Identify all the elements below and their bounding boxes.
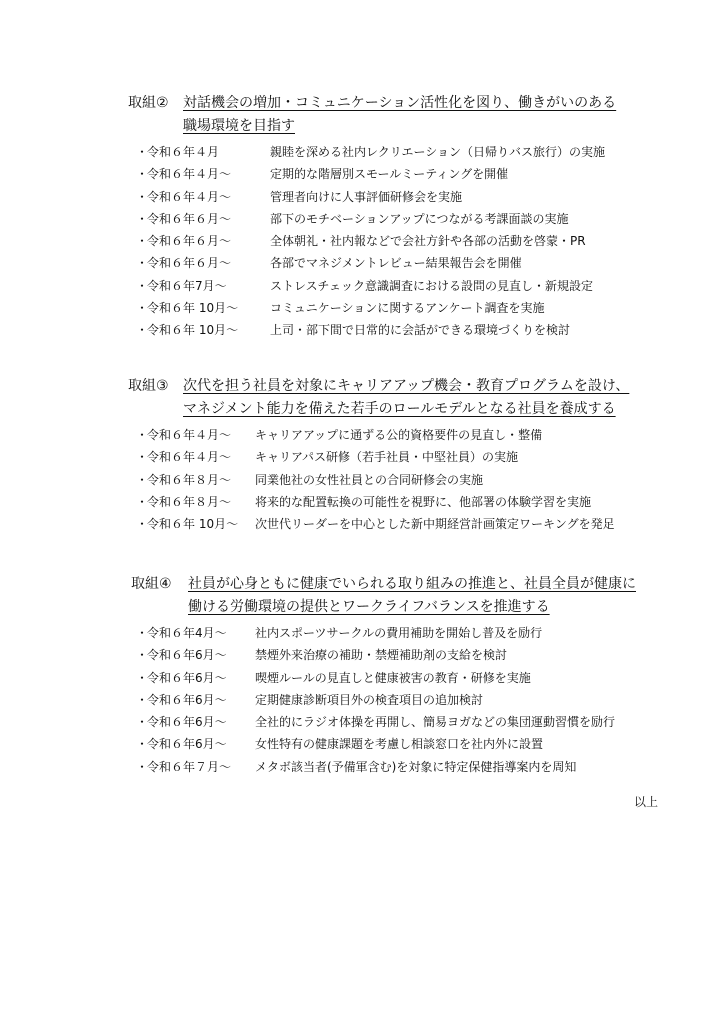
list-item (0, 513, 724, 535)
list-item (0, 469, 724, 491)
section-title-line-2: 職場環境を目指す (183, 118, 295, 134)
item-text: メタボ該当者(予備軍含む)を対象に特定保健指導案内を周知 (255, 759, 577, 774)
list-item (0, 208, 724, 230)
section-title-line-1: 社員が心身ともに健康でいられる取り組みの推進と、社員全員が健康に (188, 576, 636, 592)
section-title-line-1: 対話機会の増加・コミュニケーション活性化を図り、働きがいのある (183, 95, 617, 111)
list-item (0, 689, 724, 711)
list-item (0, 424, 724, 446)
section-label: 取組② (128, 95, 169, 111)
item-text: 喫煙ルールの見直しと健康被害の教育・研修を実施 (255, 670, 531, 685)
item-date: 令和６年４月～ (147, 167, 232, 182)
bullet: ・ (136, 692, 149, 707)
item-date: 令和６年８月～ (147, 494, 232, 509)
list-item (0, 756, 724, 778)
item-text: 部下のモチベーションアップにつながる考課面談の実施 (270, 211, 569, 226)
section-title-line-2: マネジメント能力を備えた若手のロールモデルとなる社員を養成する (183, 401, 616, 417)
bullet: ・ (136, 145, 149, 159)
item-text: コミュニケーションに関するアンケート調査を実施 (270, 301, 545, 316)
item-date: 令和６年6月～ (147, 692, 227, 707)
item-date: 令和６年4月～ (147, 626, 227, 640)
item-list (0, 424, 724, 535)
bullet: ・ (136, 648, 149, 663)
item-date: 令和６年８月～ (147, 472, 232, 487)
list-item (0, 622, 724, 644)
item-date: 令和６年 10月～ (147, 323, 239, 338)
item-date: 令和６年４月～ (147, 189, 232, 204)
bullet: ・ (136, 517, 149, 532)
section-title (183, 375, 629, 421)
item-text: 管理者向けに人事評価研修会を実施 (270, 189, 463, 204)
bullet: ・ (136, 189, 149, 204)
list-item (0, 230, 724, 252)
bullet: ・ (136, 737, 149, 752)
list-item (0, 711, 724, 733)
bullet: ・ (136, 323, 149, 338)
list-item (0, 141, 724, 163)
item-date: 令和６年6月～ (147, 715, 227, 730)
item-text: キャリアパス研修（若手社員・中堅社員）の実施 (255, 450, 519, 465)
section-torikumi-2 (0, 92, 724, 342)
item-text: 定期健康診断項目外の検査項目の追加検討 (255, 692, 484, 707)
bullet: ・ (136, 626, 149, 640)
bullet: ・ (136, 167, 149, 182)
item-text: 次世代リーダーを中心とした新中期経営計画策定ワーキングを発足 (255, 517, 615, 532)
item-text: 親睦を深める社内レクリエーション（日帰りバス旅行）の実施 (270, 145, 606, 159)
item-date: 令和６年７月～ (147, 759, 232, 774)
item-text: 将来的な配置転換の可能性を視野に、他部署の体験学習を実施 (255, 494, 592, 509)
item-text: ストレスチェック意識調査における設問の見直し・新規設定 (270, 278, 594, 293)
bullet: ・ (136, 278, 149, 293)
item-text: 全社的にラジオ体操を再開し、簡易ヨガなどの集団運動習慣を励行 (255, 715, 616, 730)
section-heading (0, 375, 724, 421)
item-date: 令和６年6月～ (147, 648, 227, 663)
bullet: ・ (136, 301, 149, 316)
bullet: ・ (136, 450, 149, 465)
section-label: 取組④ (131, 576, 172, 592)
item-text: 同業他社の女性社員との合同研修会の実施 (255, 472, 484, 487)
section-heading (0, 92, 724, 138)
item-list (0, 141, 724, 342)
item-date: 令和６年6月～ (147, 737, 227, 752)
item-date: 令和６年6月～ (147, 670, 227, 685)
section-title (188, 573, 636, 619)
bullet: ・ (136, 472, 149, 487)
bullet: ・ (136, 715, 149, 730)
list-item (0, 319, 724, 341)
list-item (0, 186, 724, 208)
item-text: キャリアアップに通ずる公的資格要件の見直し・整備 (255, 428, 543, 442)
item-date: 令和６年 10月～ (147, 517, 239, 532)
item-date: 令和６年４月 (147, 145, 220, 159)
section-label: 取組③ (128, 378, 169, 394)
section-title (183, 92, 616, 138)
item-date: 令和６年 10月～ (147, 301, 239, 316)
item-text: 各部でマネジメントレビュー結果報告会を開催 (270, 256, 522, 271)
list-item (0, 446, 724, 468)
item-list (0, 622, 724, 778)
list-item (0, 275, 724, 297)
section-title-line-1: 次代を担う社員を対象にキャリアアップ機会・教育プログラムを設け、 (183, 378, 630, 394)
item-text: 全体朝礼・社内報などで会社方針や各部の活動を啓蒙・PR (270, 234, 586, 249)
item-date: 令和６年６月～ (147, 256, 232, 271)
item-date: 令和６年４月～ (147, 428, 232, 442)
bullet: ・ (136, 211, 149, 226)
item-text: 定期的な階層別スモールミーティングを開催 (270, 167, 509, 182)
closing-text: 以上 (634, 795, 659, 809)
list-item (0, 297, 724, 319)
bullet: ・ (136, 256, 149, 271)
item-date: 令和６年６月～ (147, 211, 232, 226)
list-item (0, 491, 724, 513)
bullet: ・ (136, 759, 149, 774)
bullet: ・ (136, 494, 149, 509)
item-text: 女性特有の健康課題を考慮し相談窓口を社内外に設置 (255, 737, 544, 752)
list-item (0, 733, 724, 755)
list-item (0, 644, 724, 666)
list-item (0, 252, 724, 274)
item-text: 社内スポーツサークルの費用補助を開始し普及を励行 (255, 626, 543, 640)
list-item (0, 163, 724, 185)
section-heading (0, 573, 724, 619)
list-item (0, 667, 724, 689)
item-text: 禁煙外来治療の補助・禁煙補助剤の支給を検討 (255, 648, 508, 663)
bullet: ・ (136, 234, 149, 249)
item-text: 上司・部下間で日常的に会話ができる環境づくりを検討 (270, 323, 571, 338)
bullet: ・ (136, 670, 149, 685)
item-date: 令和６年６月～ (147, 234, 232, 249)
section-title-line-2: 働ける労働環境の提供とワークライフバランスを推進する (188, 599, 550, 615)
section-torikumi-4 (0, 573, 724, 778)
section-torikumi-3 (0, 375, 724, 535)
item-date: 令和６年４月～ (147, 450, 232, 465)
item-date: 令和６年7月～ (147, 278, 227, 293)
bullet: ・ (136, 428, 149, 442)
